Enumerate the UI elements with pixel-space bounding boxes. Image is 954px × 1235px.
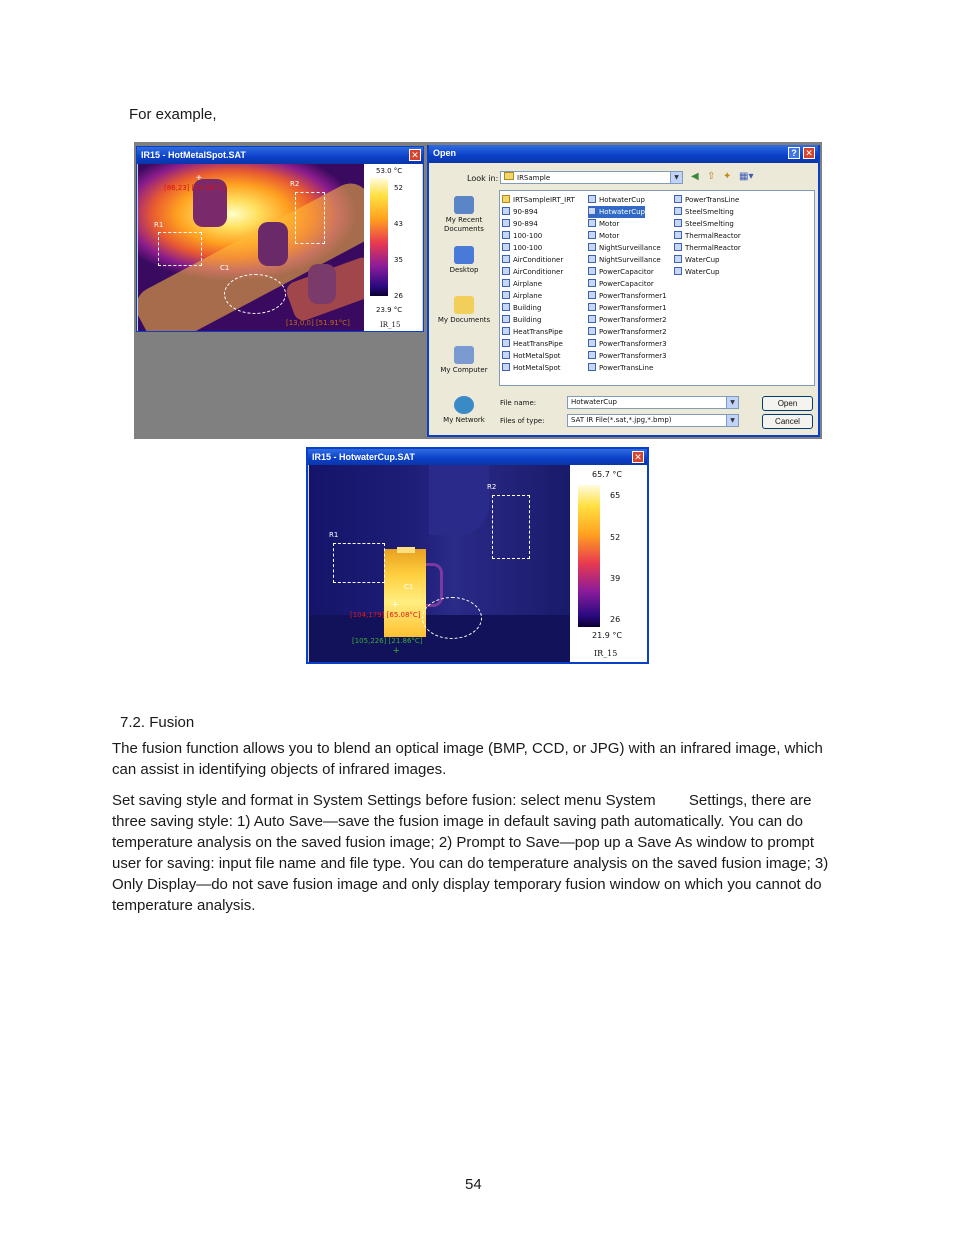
file-item[interactable]: PowerTransformer1	[588, 290, 667, 302]
file-item[interactable]: PowerTransLine	[588, 362, 667, 374]
scale-min: 23.9 °C	[376, 306, 403, 314]
place-my-documents[interactable]: My Documents	[429, 296, 499, 325]
scale-min: 21.9 °C	[592, 631, 622, 640]
ir15-logo: IR_15	[594, 649, 618, 658]
scale-tick-3: 39	[610, 574, 621, 583]
file-type-label: Files of type:	[500, 417, 545, 425]
file-item[interactable]: HotwaterCup	[588, 194, 667, 206]
roi-r2-label: R2	[290, 180, 300, 188]
file-name-label: File name:	[500, 399, 537, 407]
back-icon[interactable]: ◀	[691, 171, 699, 182]
file-item[interactable]: 90-894	[502, 206, 575, 218]
place-my-network[interactable]: My Network	[429, 396, 499, 425]
file-item[interactable]: NightSurveillance	[588, 254, 667, 266]
roi-c1[interactable]	[224, 274, 286, 314]
cancel-button[interactable]: Cancel	[762, 414, 813, 429]
color-scale-bar	[578, 485, 600, 627]
thermal-window-hotmetalspot	[136, 146, 424, 332]
intro-text: For example,	[129, 106, 217, 123]
file-column-2	[588, 194, 667, 374]
my-network-icon	[454, 396, 474, 414]
roi-c1[interactable]	[422, 597, 482, 639]
close-icon[interactable]: ✕	[803, 147, 815, 159]
new-folder-icon[interactable]: ✦	[723, 171, 732, 182]
scale-max: 65.7 °C	[592, 470, 622, 479]
place-my-computer[interactable]: My Computer	[429, 346, 499, 375]
file-item[interactable]: Building	[502, 314, 575, 326]
chevron-down-icon: ▼	[726, 397, 738, 408]
file-list[interactable]	[499, 190, 815, 386]
page-number: 54	[465, 1176, 482, 1193]
file-item[interactable]: PowerCapacitor	[588, 266, 667, 278]
folder-icon	[504, 172, 514, 180]
look-in-dropdown[interactable]	[500, 171, 683, 184]
readout-max: [104,179] [65.08°C]	[350, 611, 421, 619]
close-icon[interactable]: ✕	[632, 451, 644, 463]
paragraph-fusion-intro: The fusion function allows you to blend an optical image (BMP, CCD, or JPG) with an infrared image, which can assist in identifying objects of infrared images.	[112, 740, 823, 778]
scale-tick-1: 52	[394, 184, 403, 192]
look-in-label: Look in:	[467, 174, 499, 183]
figure-1	[134, 142, 822, 439]
roi-c1-label: C1	[220, 264, 230, 272]
open-dialog	[427, 145, 820, 437]
file-item[interactable]: PowerTransLine	[674, 194, 741, 206]
file-item[interactable]: SteelSmelting	[674, 218, 741, 230]
file-column-3	[674, 194, 741, 278]
roi-r1[interactable]	[158, 232, 202, 266]
file-item[interactable]: Airplane	[502, 278, 575, 290]
color-scale-panel	[364, 164, 422, 331]
chevron-down-icon: ▼	[726, 415, 738, 426]
file-item[interactable]: AirConditioner	[502, 266, 575, 278]
scale-tick-4: 26	[610, 615, 621, 624]
file-item[interactable]: HeatTransPipe	[502, 326, 575, 338]
file-item[interactable]: PowerTransformer2	[588, 326, 667, 338]
roi-r2[interactable]	[295, 192, 325, 244]
file-item[interactable]: Motor	[588, 230, 667, 242]
scale-tick-3: 35	[394, 256, 403, 264]
file-item[interactable]: PowerTransformer3	[588, 350, 667, 362]
file-type-value: SAT IR File(*.sat,*.jpg,*.bmp)	[571, 416, 672, 424]
file-item[interactable]: ThermalReactor	[674, 230, 741, 242]
thermal-image-hotwatercup[interactable]	[309, 465, 570, 662]
crosshair-min-icon: +	[393, 645, 400, 657]
thermal-window-title: IR15 - HotwaterCup.SAT	[308, 449, 647, 465]
crosshair-icon: +	[196, 173, 202, 184]
file-item[interactable]: PowerCapacitor	[588, 278, 667, 290]
places-bar	[429, 190, 499, 436]
file-item[interactable]: 100-100	[502, 242, 575, 254]
thermal-window-hotwatercup	[306, 447, 649, 664]
scale-tick-2: 52	[610, 533, 621, 542]
my-computer-icon	[454, 346, 474, 364]
file-item[interactable]: 100-100	[502, 230, 575, 242]
place-desktop[interactable]: Desktop	[429, 246, 499, 275]
file-item[interactable]: HotwaterCup	[588, 206, 645, 218]
roi-r2[interactable]	[492, 495, 530, 559]
scale-max: 53.0 °C	[376, 167, 403, 175]
roi-r2-label: R2	[487, 483, 497, 491]
roi-r1-label: R1	[154, 221, 164, 229]
file-item[interactable]: WaterCup	[674, 266, 741, 278]
file-item[interactable]: AirConditioner	[502, 254, 575, 266]
section-title: Fusion	[149, 714, 195, 731]
scale-tick-2: 43	[394, 220, 403, 228]
recent-documents-icon	[454, 196, 474, 214]
desktop-icon	[454, 246, 474, 264]
thermal-image-hotmetalspot[interactable]	[138, 164, 364, 331]
file-item[interactable]: PowerTransformer2	[588, 314, 667, 326]
roi-r1-label: R1	[329, 531, 339, 539]
file-item[interactable]: 90-894	[502, 218, 575, 230]
look-in-value: IRSample	[517, 174, 551, 182]
file-item[interactable]: Airplane	[502, 290, 575, 302]
file-type-select[interactable]	[567, 414, 739, 427]
paragraph-saving-style: Set saving style and format in System Settings before fusion: select menu System Settings, there are three saving style: 1) Auto Save—save the fusion image in default saving path automatically. You can do temperature analysis on the saved fusion image; 2) Prompt to Save—pop up a Save As window to prompt user for saving: input file name and file type. You can do temperature analysis on the saved fusion image; 3) Only Display—do not save fusion image and only display temporary fusion window on which you cannot do temperature analysis.	[112, 792, 833, 914]
file-item[interactable]: WaterCup	[674, 254, 741, 266]
file-item[interactable]: SteelSmelting	[674, 206, 741, 218]
open-button[interactable]: Open	[762, 396, 813, 411]
file-item[interactable]: NightSurveillance	[588, 242, 667, 254]
color-scale-bar	[370, 178, 388, 296]
file-item[interactable]: PowerTransformer1	[588, 302, 667, 314]
close-icon[interactable]: ✕	[409, 149, 421, 161]
section-heading	[120, 712, 194, 733]
file-item[interactable]: IRTSampleIRT_IRT	[502, 194, 575, 206]
readout-secondary: [13,0,0] [51.91°C]	[286, 319, 350, 327]
section-number: 7.2.	[120, 714, 146, 731]
file-item[interactable]: ThermalReactor	[674, 242, 741, 254]
up-folder-icon[interactable]: ⇧	[707, 171, 716, 182]
readout-max: [86,23] [53.08°C]	[164, 184, 226, 192]
file-name-value: HotwaterCup	[571, 398, 618, 406]
place-my-recent-documents[interactable]: My Recent Documents	[429, 196, 499, 234]
crosshair-icon: +	[392, 599, 399, 611]
file-item[interactable]: PowerTransformer3	[588, 338, 667, 350]
file-item[interactable]: Building	[502, 302, 575, 314]
view-menu-icon[interactable]: ▦▾	[739, 171, 754, 182]
readout-min: [105,226] [21.86°C]	[352, 637, 423, 645]
file-item[interactable]: Motor	[588, 218, 667, 230]
file-name-input[interactable]	[567, 396, 739, 409]
ir15-logo: IR_15	[380, 321, 401, 329]
file-item[interactable]: HotMetalSpot	[502, 350, 575, 362]
open-dialog-title: Open	[429, 145, 818, 163]
color-scale-panel	[570, 465, 647, 662]
roi-c1-label: C1	[404, 583, 414, 591]
my-documents-icon	[454, 296, 474, 314]
file-item[interactable]: HotMetalSpot	[502, 362, 575, 374]
file-item[interactable]: HeatTransPipe	[502, 338, 575, 350]
scale-tick-4: 26	[394, 292, 403, 300]
roi-r1[interactable]	[333, 543, 385, 583]
thermal-window-title: IR15 - HotMetalSpot.SAT	[137, 147, 423, 164]
help-icon[interactable]: ?	[788, 147, 800, 159]
chevron-down-icon: ▼	[670, 172, 682, 183]
scale-tick-1: 65	[610, 491, 621, 500]
file-column-1	[502, 194, 575, 374]
